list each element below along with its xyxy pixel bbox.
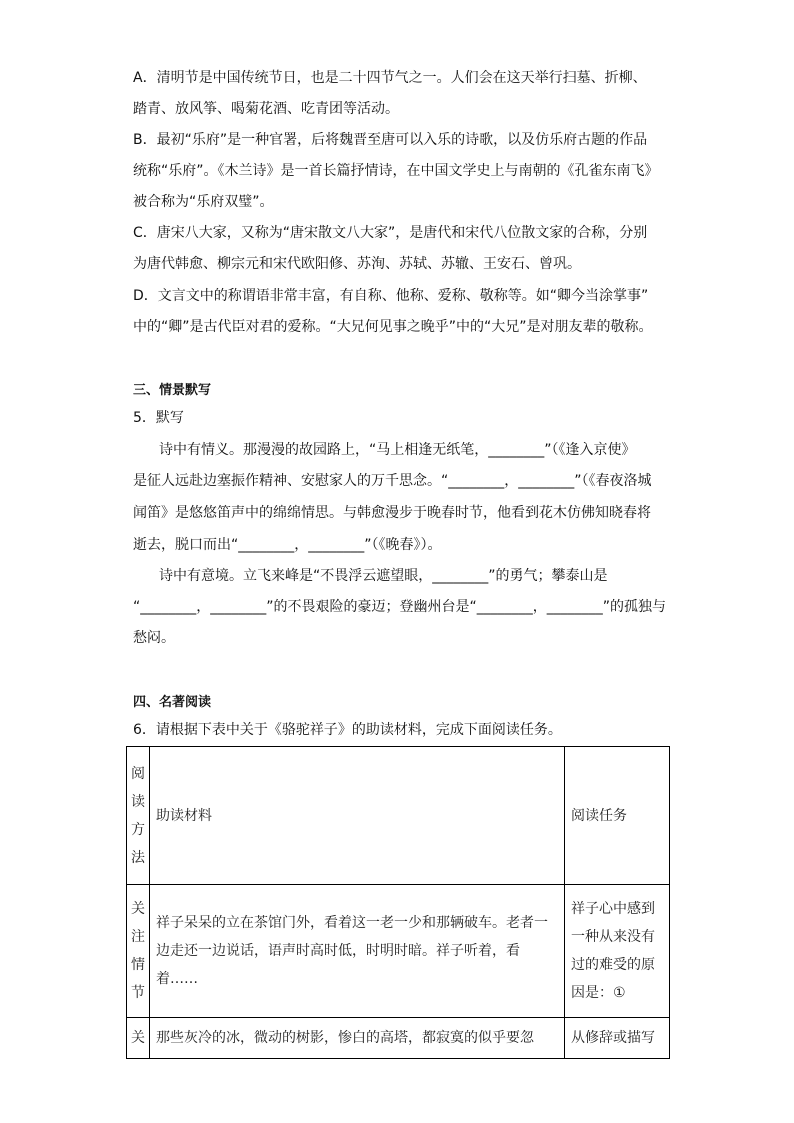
option-a-line-2: 踏青、放风筝、喝菊花酒、吃青团等活动。 — [133, 101, 399, 117]
dictation-line-7: 愁闷。 — [133, 630, 175, 646]
table-header-row — [127, 747, 670, 885]
header-method: 阅读方法 — [127, 747, 150, 885]
option-c-line-2: 为唐代韩愈、柳宗元和宋代欧阳修、苏洵、苏轼、苏辙、王安石、曾巩。 — [133, 256, 581, 272]
section4-heading: 四、名著阅读 — [133, 695, 212, 710]
option-b-line-1: B．最初“乐府”是一种官署，后将魏晋至唐可以入乐的诗歌，以及仿乐府古题的作品 — [133, 132, 648, 148]
question-6: 6．请根据下表中关于《骆驼祥子》的助读材料，完成下面阅读任务。 — [133, 722, 562, 738]
row1-material: 祥子呆呆的立在茶馆门外，看着这一老一少和那辆破车。老者一边走还一边说话，语声时高时低，时明时暗。祥子听着，看着…… — [150, 885, 565, 1018]
option-a-line-1: A．清明节是中国传统节日，也是二十四节气之一。人们会在这天举行扫墓、折柳、 — [133, 70, 647, 86]
header-material: 助读材料 — [150, 747, 565, 885]
row1-method: 关注情节 — [127, 885, 150, 1018]
dictation-line-5: 诗中有意境。立飞来峰是“不畏浮云遮望眼，________”的勇气；攀泰山是 — [159, 568, 608, 584]
row2-material: 那些灰冷的冰，微动的树影，惨白的高塔，都寂寞的似乎要忽 — [150, 1018, 565, 1059]
dictation-line-4: 逝去，脱口而出“________，________”（《晚春》）。 — [133, 537, 442, 553]
dictation-line-1: 诗中有情义。那漫漫的故园路上，“马上相逢无纸笔，________”（《逢入京使》 — [159, 442, 636, 458]
dictation-line-6: “________，________”的不畏艰险的豪迈；登幽州台是“________，________”的孤独与 — [133, 599, 667, 615]
reading-table — [126, 746, 670, 1059]
header-task: 阅读任务 — [565, 747, 670, 885]
section3-heading: 三、情景默写 — [133, 383, 212, 398]
dictation-line-3: 闻笛》是悠悠笛声中的绵绵情思。与韩愈漫步于晚春时节，他看到花木仿佛知晓春将 — [133, 505, 651, 521]
option-b-line-2: 统称“乐府”。《木兰诗》是一首长篇抒情诗，在中国文学史上与南朝的《孔雀东南飞》 — [133, 163, 659, 179]
table-row — [127, 1018, 670, 1059]
dictation-line-2: 是征人远赴边塞振作精神、安慰家人的万千思念。“________，________”（《春夜洛城 — [133, 473, 652, 489]
option-b-line-3: 被合称为“乐府双璧”。 — [133, 194, 274, 210]
row2-task: 从修辞或描写 — [565, 1018, 670, 1059]
option-d-line-1: D．文言文中的称谓语非常丰富，有自称、他称、爱称、敬称等。如“卿今当涂掌事” — [133, 288, 649, 304]
row1-task: 祥子心中感到一种从来没有过的难受的原因是：① — [565, 885, 670, 1018]
option-c-line-1: C．唐宋八大家，又称为“唐宋散文八大家”，是唐代和宋代八位散文家的合称，分别 — [133, 225, 648, 241]
row2-method: 关 — [127, 1018, 150, 1059]
question-5: 5．默写 — [133, 410, 184, 426]
table-row — [127, 885, 670, 1018]
option-d-line-2: 中的“卿”是古代臣对君的爱称。“大兄何见事之晚乎”中的“大兄”是对朋友辈的敬称。 — [133, 319, 653, 335]
